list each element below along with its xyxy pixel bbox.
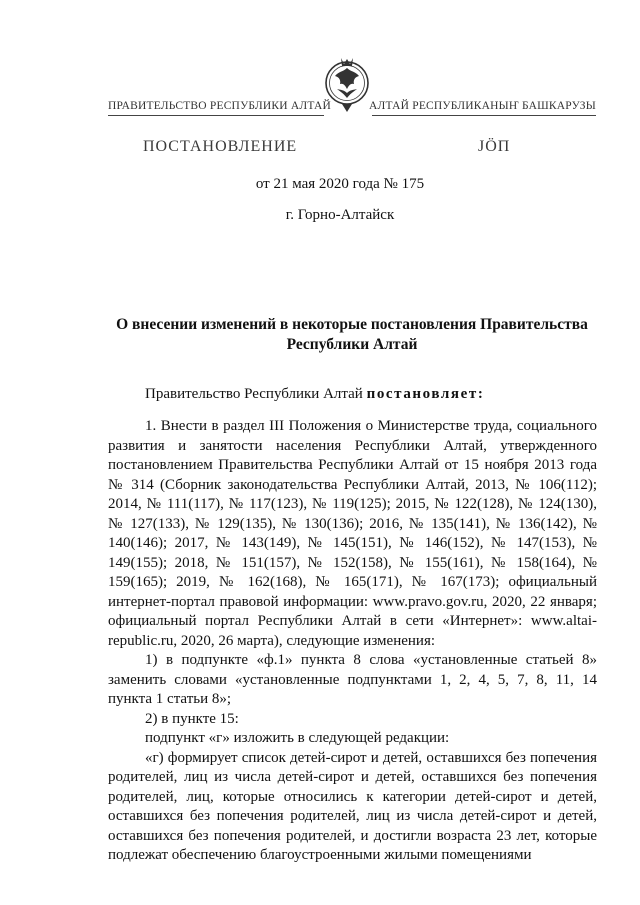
- header-rule-right: [372, 115, 596, 116]
- org-name-altai: АЛТАЙ РЕСПУБЛИКАНЫҤ БАШКАРУЗЫ: [369, 100, 596, 112]
- document-title: О внесении изменений в некоторые постановления Правительства Республики Алтай: [116, 316, 588, 353]
- paragraph-4: подпункт «г» изложить в следующей редакции:: [145, 730, 450, 746]
- intro-verb: постановляет:: [366, 386, 485, 402]
- paragraph-2: 1) в подпункте «ф.1» пункта 8 слова «установленные статьей 8» заменить словами «установленные подпунктами 1, 2, 4, 5, 7, 8, 11, 14 пункта 1 статьи 8»;: [108, 652, 597, 707]
- paragraph-3: 2) в пункте 15:: [145, 710, 239, 727]
- org-name-russian: ПРАВИТЕЛЬСТВО РЕСПУБЛИКИ АЛТАЙ: [108, 100, 332, 112]
- intro-prefix: Правительство Республики Алтай: [145, 386, 367, 402]
- doc-type-russian: ПОСТАНОВЛЕНИЕ: [143, 138, 298, 155]
- date-number-line: [0, 176, 640, 193]
- doc-type-altai: ЈӦП: [478, 138, 511, 155]
- header-org-names: [108, 100, 596, 116]
- date-number: от 21 мая 2020 года № 175: [255, 176, 425, 192]
- paragraph-5: «г) формирует список детей-сирот и детей, оставшихся без попечения родителей, лиц из числа детей-сирот и детей, оставшихся без попечения родителей, лиц, которые относились к категории детей-сирот и детей, оставшихся без попечения родителей, лиц из числа детей-сирот и детей, оставшихся без попечения родителей, и достигли возраста 23 лет, которые подлежат обеспечению благоустроенными жилыми помещениями: [108, 749, 597, 863]
- intro-line: [145, 386, 484, 403]
- document-body: [108, 417, 597, 866]
- header-rule-left: [108, 115, 324, 116]
- city-line: [0, 207, 640, 224]
- city: г. Горно-Алтайск: [285, 207, 395, 223]
- paragraph-1: 1. Внести в раздел III Положения о Министерстве труда, социального развития и занятости населения Республики Алтай, утвержденного постановлением Правительства Республики Алтай от 15 ноября 2013 года № 314 (Сборник законодательства Республики Алтай, 2013, № 106(112); 2014, № 111(117), № 117(123), № 119(125); 2015, № 122(128), № 124(130), № 127(133), № 129(135), № 130(136); 2016, № 135(141), № 136(142), № 140(146); 2017, № 143(149), № 145(151), № 146(152), № 147(153), № 149(155); 2018, № 151(157), № 152(158), № 155(161), № 158(164), № 159(165); 2019, № 162(168), № 165(171), № 167(173); официальный интернет-портал правовой информации: www.pravo.gov.ru, 2020, 22 января; официальный портал Республики Алтай в сети «Интернет»: www.altai-republic.ru, 2020, 26 марта), следующие изменения:: [108, 418, 597, 649]
